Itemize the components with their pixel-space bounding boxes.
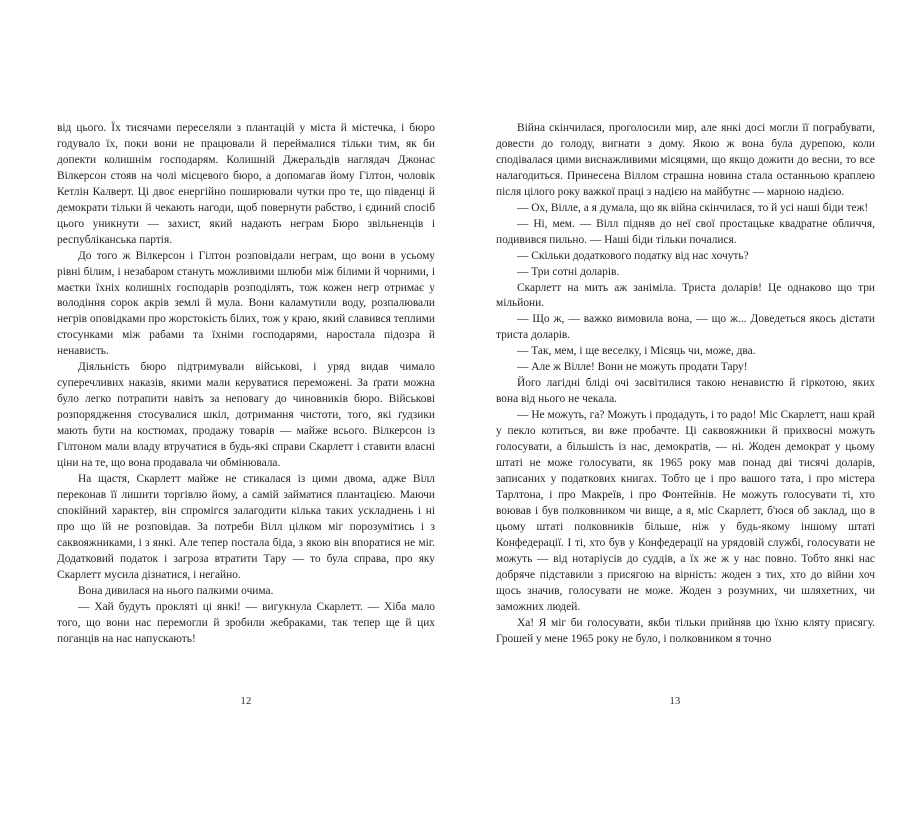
page-number-left: 12: [240, 696, 252, 707]
paragraph: від цього. Їх тисячами переселяли з плантацій у міста й містечка, і бюро годувало їх, поки вони не працювали й переймалися тільки тим, як би допекти колишнім господарям. Колишній Джеральдів наглядач Джонас Вілкерсон стояв на чолі місцевого бюро, а допомагав йому Гілтон, чоловік Кетлін Калверт. Ці двоє енергійно поширювали чутки про те, що південці й демократи тільки й чекають нагоди, щоб повернути рабство, і єдиний спосіб цього уникнути — захист, який надають неграм Бюро звільненців і республіканська партія.: [57, 122, 435, 246]
paragraph: Ха! Я міг би голосувати, якби тільки прийняв цю їхню кляту присягу. Грошей у мене 1965 року не було, і полковником я точно: [496, 616, 875, 645]
paragraph: Вона дивилася на нього палкими очима.: [78, 584, 274, 597]
page-left-textblock: [57, 121, 435, 647]
paragraph: — Скільки додаткового податку від нас хочуть?: [517, 249, 749, 262]
paragraph: Війна скінчилася, проголосили мир, але янкі досі могли її пограбувати, довести до голоду, вигнати з дому. Якою ж вона була дурепою, коли сподівалася цими виснажливими місяцями, що якщо дожити до весни, то все налагодиться. Принесена Віллом страшна новина стала останньою краплею після цілого року важкої праці з надією на майбутнє — марною надією.: [496, 122, 875, 198]
paragraph: До того ж Вілкерсон і Гілтон розповідали неграм, що вони в усьому рівні білим, і незабаром стануть можливими шлюби між білими й чорними, і маєтки їхніх колишніх господарів розподілять, тож кожен негр отримає у володіння сорок акрів землі й мула. Вони каламутили воду, розпалювали негрів оповідками про жорстокість білих, тож у краю, який славився теплими стосунками між рабами та їхніми господарями, наростала підозра й ненависть.: [57, 249, 435, 358]
paragraph: Діяльність бюро підтримували військові, і уряд видав чимало суперечливих наказів, якими мали керуватися переможені. За ґрати можна було легко потрапити навіть за неповагу до чиновників бюро. Військові розпорядження стосувалися шкіл, дотримання чистоти, того, які ґудзики мають бути на костюмах, продажу товарів — майже всього. Вілкерсон із Гілтоном мали владу втручатися в будь-які справи Скарлетт і ставити власні ціни на те, що вона продавала чи обмінювала.: [57, 361, 435, 470]
paragraph: — Так, мем, і ще веселку, і Місяць чи, може, два.: [517, 345, 756, 358]
paragraph: — Що ж, — важко вимовила вона, — що ж... Доведеться якось дістати триста доларів.: [496, 313, 875, 342]
page-number-right: 13: [669, 696, 681, 707]
paragraph: — Але ж Вілле! Вони не можуть продати Тару!: [517, 361, 748, 374]
paragraph: На щастя, Скарлетт майже не стикалася із цими двома, адже Вілл переконав її лишити торгівлю йому, а самій займатися плантацією. Маючи спокійний характер, він спромігся залагодити кілька таких ускладнень і ні про що їй не розповідав. За потреби Вілл цілком міг порозумітись і з саквояжниками, і з янкі. Але тепер постала біда, з якою він впоратися не міг. Додатковий податок і загроза втратити Тару — то була справа, про яку Скарлетт мусила дізнатися, і негайно.: [57, 472, 435, 581]
paragraph: Його лагідні бліді очі засвітилися такою ненавистю й гіркотою, яких вона від нього не чекала.: [496, 377, 875, 406]
paragraph: Скарлетт на мить аж заніміла. Триста доларів! Це однаково що три мільйони.: [496, 281, 875, 310]
paragraph: — Хай будуть прокляті ці янкі! — вигукнула Скарлетт. — Хіба мало того, що вони нас перемогли й зробили жебраками, так тепер ще й цих поганців на нас напускають!: [57, 600, 435, 645]
page-right: [450, 0, 900, 817]
paragraph: — Не можуть, га? Можуть і продадуть, і то радо! Міс Скарлетт, наш край у пекло котиться, ви вже пробачте. Ці саквояжники й прихвосні можуть голосувати, а більшість із нас, демократів, — ні. Жоден демократ у цьому штаті не може голосувати, як 1965 року мав понад дві тисячі доларів, записаних у податкових книгах. Тобто це і про вашого тата, і про містера Тарлтона, і про Макреїв, і про Фонтейнів. Не можуть голосувати ті, хто воював і був полковником чи вище, а я, міс Скарлетт, б'юся об заклад, що в цьому штаті полковників більше, ніж у будь-якому іншому штаті Конфедерації. І ті, хто був у Конфедерації на урядовій службі, голосувати не можуть — від нотаріусів до суддів, а їх же ж у нас повно. Тобто янкі нас добряче підставили з присягою на вірність: жоден з тих, хто до війни хоч щось значив, голосувати не може. Жоден з розумних, чи шляхетних, чи заможних людей.: [496, 409, 875, 613]
paragraph: — Три сотні доларів.: [517, 265, 620, 278]
page-right-textblock: [496, 121, 875, 647]
paragraph: — Ні, мем. — Вілл підняв до неї свої простацьке квадратне обличчя, подивився пильно. — Наші біди тільки почалися.: [496, 217, 875, 246]
paragraph: — Ох, Вілле, а я думала, що як війна скінчилася, то й усі наші біди теж!: [517, 201, 869, 214]
